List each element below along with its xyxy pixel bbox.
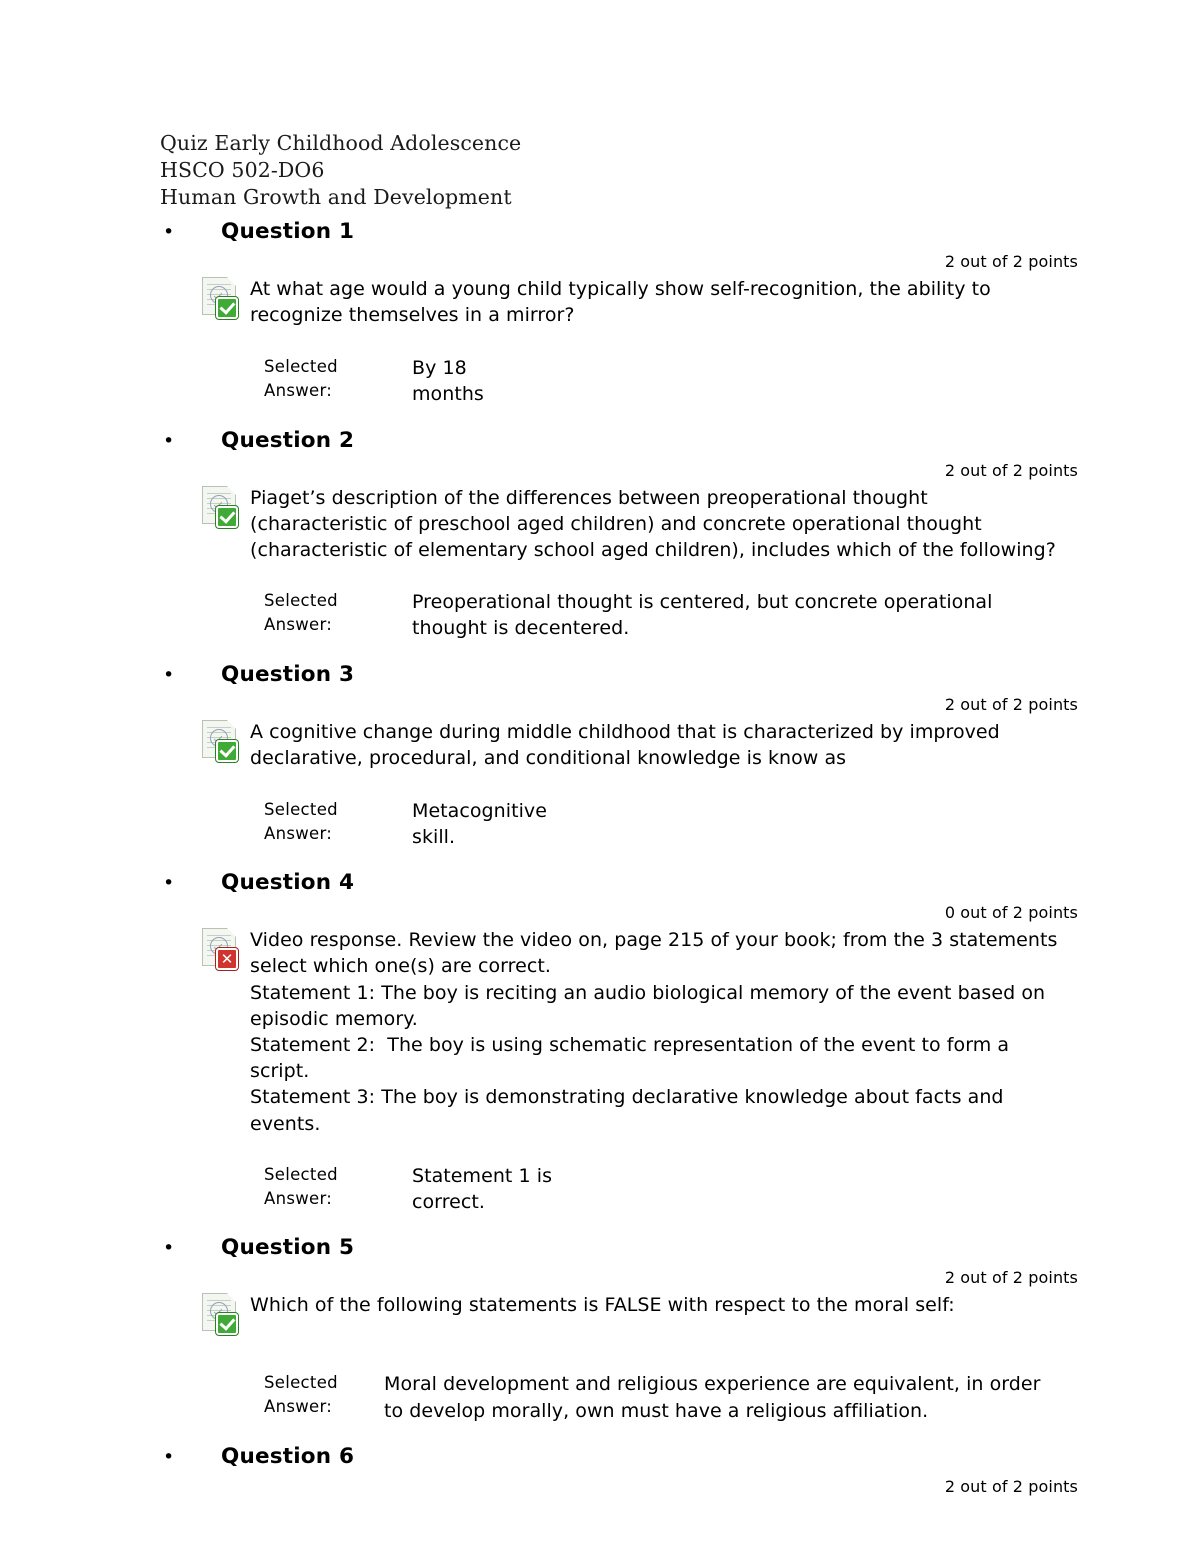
- question-body: [160, 275, 1080, 329]
- selected-answer-row: [160, 798, 1080, 850]
- question-text-line: Statement 3: The boy is demonstrating declarative knowledge about facts and: [250, 1086, 1004, 1109]
- question-text-line: Which of the following statements is FALSE with respect to the moral self:: [250, 1294, 955, 1317]
- question-title-row: [160, 426, 1080, 456]
- status-badge-correct: [216, 506, 238, 528]
- answer-label-line: Answer:: [264, 615, 333, 635]
- question-body: [160, 718, 1080, 772]
- status-badge-incorrect: ✕: [216, 948, 238, 970]
- course-name: Human Growth and Development: [160, 185, 512, 210]
- correct-check-icon: [198, 486, 250, 538]
- question-points: 2 out of 2 points: [944, 460, 1078, 480]
- selected-answer-row: [160, 589, 1080, 641]
- question-text: [250, 275, 991, 328]
- question-points: 0 out of 2 points: [944, 903, 1078, 923]
- question-text: [250, 926, 1057, 1137]
- list-bullet: •: [163, 1237, 175, 1260]
- selected-answer-value: [412, 798, 547, 850]
- question-block: [160, 1233, 1080, 1423]
- question-text: [250, 484, 1056, 564]
- status-badge-correct: [216, 1313, 238, 1335]
- question-text-line: script.: [250, 1060, 310, 1083]
- answer-label-line: Answer:: [264, 1397, 333, 1417]
- list-bullet: •: [163, 663, 175, 686]
- question-title: Question 1: [221, 219, 355, 245]
- question-text-line: recognize themselves in a mirror?: [250, 304, 575, 327]
- question-block: [160, 868, 1080, 1215]
- status-badge-correct: [216, 740, 238, 762]
- question-title-row: [160, 217, 1080, 247]
- question-title: Question 4: [221, 870, 355, 896]
- course-code: HSCO 502-DO6: [160, 158, 325, 183]
- question-points: 2 out of 2 points: [944, 1476, 1078, 1496]
- answer-value-line: months: [412, 383, 484, 406]
- question-title: Question 5: [221, 1235, 355, 1261]
- answer-label-line: Answer:: [264, 381, 333, 401]
- selected-answer-label: [264, 589, 412, 641]
- answer-value-line: By 18: [412, 357, 467, 380]
- selected-answer-label: [264, 1371, 384, 1423]
- question-title-row: [160, 1233, 1080, 1263]
- question-title: Question 6: [221, 1443, 355, 1469]
- selected-answer-value: [412, 589, 992, 641]
- list-bullet: •: [163, 429, 175, 452]
- answer-value-line: correct.: [412, 1191, 485, 1214]
- question-text-line: (characteristic of preschool aged children) and concrete operational thought: [250, 512, 982, 535]
- list-bullet: •: [163, 872, 175, 895]
- list-bullet: •: [163, 1445, 175, 1468]
- question-text-line: At what age would a young child typically show self-recognition, the ability to: [250, 278, 991, 301]
- question-block: [160, 660, 1080, 850]
- question-body: [160, 484, 1080, 564]
- answer-value-line: Preoperational thought is centered, but concrete operational: [412, 591, 993, 614]
- incorrect-cross-icon: [198, 928, 250, 980]
- answer-value-line: thought is decentered.: [412, 617, 630, 640]
- selected-answer-label: [264, 798, 412, 850]
- question-text-line: Statement 1: The boy is reciting an audio biological memory of the event based on: [250, 981, 1046, 1004]
- quiz-title: Quiz Early Childhood Adolescence: [160, 131, 522, 155]
- list-bullet: •: [163, 221, 175, 244]
- question-points: 2 out of 2 points: [944, 1268, 1078, 1288]
- question-title: Question 3: [221, 661, 355, 687]
- correct-check-icon: [198, 1293, 250, 1345]
- question-title-row: [160, 868, 1080, 898]
- question-text-line: Video response. Review the video on, page 215 of your book; from the 3 statements: [250, 929, 1058, 952]
- correct-check-icon: [198, 720, 250, 772]
- question-title-row: [160, 1442, 1080, 1472]
- answer-label-line: Answer:: [264, 1188, 333, 1208]
- question-text-line: A cognitive change during middle childhood that is characterized by improved: [250, 720, 1000, 743]
- question-text-line: episodic memory.: [250, 1007, 418, 1030]
- question-points: 2 out of 2 points: [944, 252, 1078, 272]
- selected-answer-label: [264, 355, 412, 407]
- question-text-line: (characteristic of elementary school aged children), includes which of the following?: [250, 539, 1056, 562]
- answer-label-line: Answer:: [264, 823, 333, 843]
- question-title: Question 2: [221, 427, 355, 453]
- question-text-line: select which one(s) are correct.: [250, 955, 551, 978]
- answer-value-line: Moral development and religious experience are equivalent, in order: [384, 1373, 1041, 1396]
- question-points: 2 out of 2 points: [944, 694, 1078, 714]
- answer-label-line: Selected: [264, 1373, 338, 1393]
- answer-label-line: Selected: [264, 799, 338, 819]
- question-block: [160, 1442, 1080, 1498]
- selected-answer-row: [160, 1163, 1080, 1215]
- status-badge-correct: [216, 297, 238, 319]
- answer-label-line: Selected: [264, 1164, 338, 1184]
- question-text: [250, 718, 1000, 771]
- correct-check-icon: [198, 277, 250, 329]
- question-text: [250, 1291, 955, 1318]
- selected-answer-value: [412, 1163, 552, 1215]
- selected-answer-row: [160, 355, 1080, 407]
- question-text-line: declarative, procedural, and conditional knowledge is know as: [250, 746, 847, 769]
- question-title-row: [160, 660, 1080, 690]
- selected-answer-value: [384, 1371, 1041, 1423]
- answer-value-line: Statement 1 is: [412, 1164, 553, 1187]
- question-body: [160, 1291, 1080, 1345]
- question-body: [160, 926, 1080, 1137]
- answer-value-line: skill.: [412, 825, 456, 848]
- question-text-line: Piaget’s description of the differences between preoperational thought: [250, 486, 928, 509]
- question-block: [160, 217, 1080, 407]
- document-header: [160, 130, 1080, 211]
- selected-answer-row: [160, 1371, 1080, 1423]
- answer-label-line: Selected: [264, 357, 338, 377]
- question-block: [160, 426, 1080, 642]
- answer-value-line: Metacognitive: [412, 799, 547, 822]
- answer-value-line: to develop morally, own must have a religious affiliation.: [384, 1399, 929, 1422]
- question-text-line: Statement 2: The boy is using schematic representation of the event to form a: [250, 1033, 1010, 1056]
- answer-label-line: Selected: [264, 591, 338, 611]
- selected-answer-value: [412, 355, 484, 407]
- question-text-line: events.: [250, 1112, 321, 1135]
- selected-answer-label: [264, 1163, 412, 1215]
